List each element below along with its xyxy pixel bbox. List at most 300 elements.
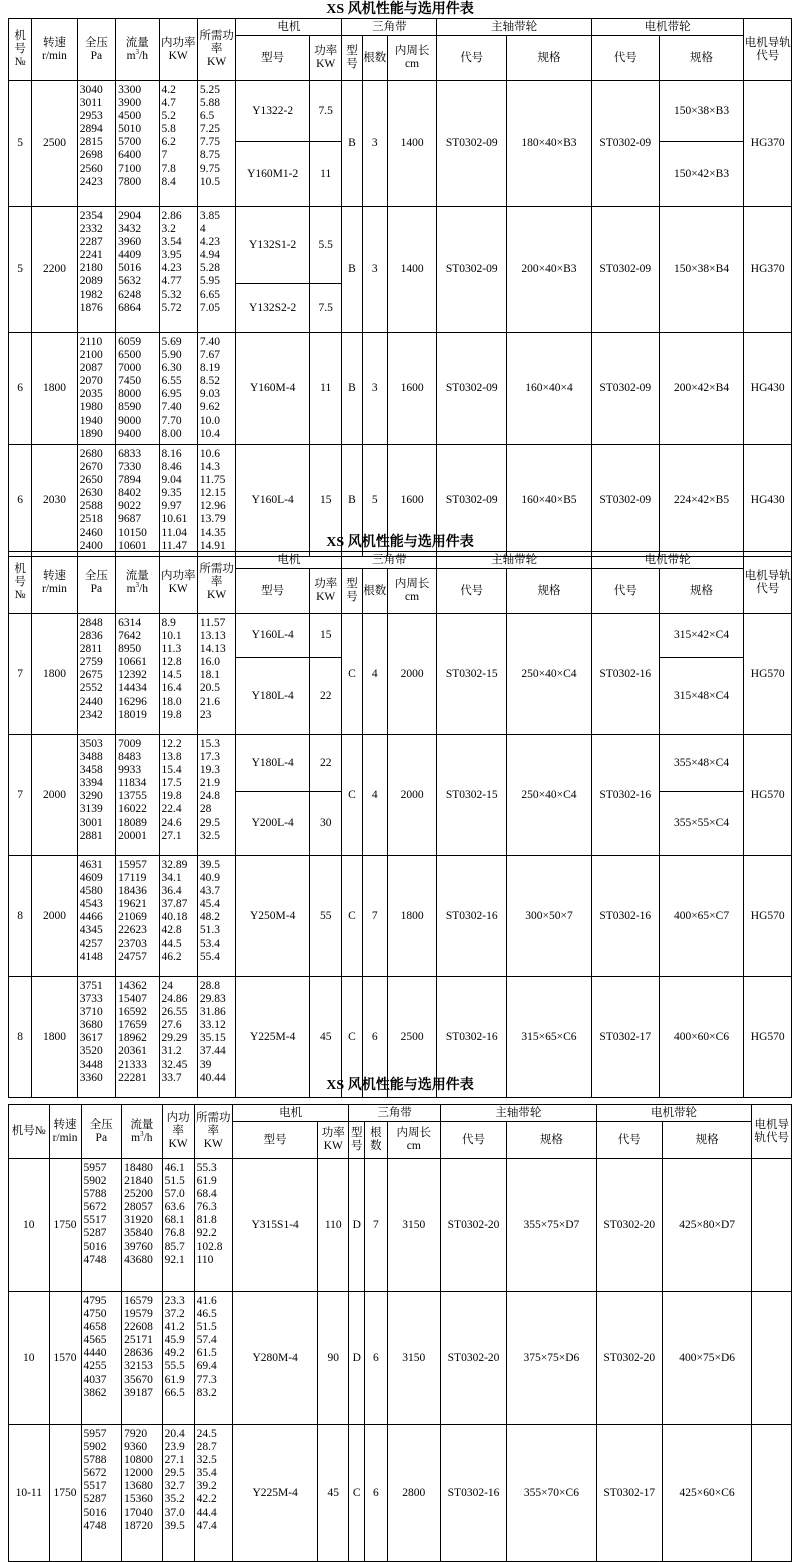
pressure-value: 2287 bbox=[79, 236, 103, 249]
group-vbelt-text: 三角带 bbox=[372, 20, 407, 33]
req-value: 9.62 bbox=[199, 401, 221, 414]
inner-value: 6.95 bbox=[161, 388, 182, 401]
flow-value: 14434 bbox=[118, 682, 147, 695]
flow-value: 20361 bbox=[118, 1045, 147, 1058]
req-value: 11.75 bbox=[199, 474, 226, 487]
col-rail bbox=[744, 552, 792, 614]
inner-value: 11.3 bbox=[161, 643, 182, 656]
pressure-value: 2588 bbox=[79, 500, 103, 513]
inner-values bbox=[159, 856, 197, 977]
rail-code: HG570 bbox=[744, 614, 792, 735]
req-value: 7.75 bbox=[199, 136, 221, 149]
col-rail-text: 电机导轨代号 bbox=[744, 36, 791, 62]
motor-power: 11 bbox=[310, 333, 342, 445]
pressure-value: 2815 bbox=[79, 136, 103, 149]
req-value: 32.5 bbox=[196, 1454, 217, 1467]
col-motor-power-text: KW bbox=[316, 591, 336, 603]
col-belt-length bbox=[387, 1122, 440, 1159]
flow-value: 8483 bbox=[118, 751, 142, 764]
inner-value: 27.1 bbox=[161, 829, 182, 842]
pressure-value: 1940 bbox=[79, 414, 103, 427]
machine-no: 7 bbox=[9, 735, 32, 856]
belt-count: 6 bbox=[365, 1425, 387, 1562]
pressure-value: 2342 bbox=[79, 708, 103, 721]
speed: 1570 bbox=[49, 1292, 81, 1425]
inner-value: 5.72 bbox=[161, 301, 182, 314]
pressure-value: 5287 bbox=[83, 1493, 107, 1506]
req-value: 32.5 bbox=[199, 829, 221, 842]
motor-pulley-spec: 355×48×C4 bbox=[659, 735, 744, 792]
col-machine-no bbox=[9, 1105, 50, 1159]
col-req-power-text: KW bbox=[207, 589, 227, 601]
table-row bbox=[9, 1292, 792, 1425]
belt-type: D bbox=[349, 1292, 365, 1425]
col-rail-text: 电机导轨代号 bbox=[744, 569, 791, 595]
motor-power: 22 bbox=[310, 658, 342, 735]
pressure-value: 2440 bbox=[79, 695, 103, 708]
col-machine-no-text: 机号№ bbox=[11, 1125, 46, 1137]
pressure-value: 2460 bbox=[79, 526, 103, 539]
main-pulley-spec: 180×40×B3 bbox=[507, 81, 592, 207]
flow-value: 17119 bbox=[118, 872, 147, 885]
table-title: XS 风机性能与选用件表 bbox=[326, 2, 474, 17]
inner-value: 27.1 bbox=[164, 1454, 185, 1467]
machine-no: 5 bbox=[9, 81, 32, 207]
col-motor-model-text: 型号 bbox=[261, 584, 285, 597]
group-vbelt-text: 三角带 bbox=[372, 553, 407, 566]
flow-value: 7920 bbox=[124, 1428, 148, 1440]
inner-value: 39.5 bbox=[164, 1519, 185, 1532]
req-value: 15.3 bbox=[199, 738, 221, 750]
col-req-power-text: 所需功率 bbox=[199, 563, 234, 588]
col-req-power-text: KW bbox=[203, 1138, 223, 1150]
req-value: 8.52 bbox=[199, 375, 221, 388]
inner-value: 18.0 bbox=[161, 695, 182, 708]
inner-value: 33.7 bbox=[161, 1071, 182, 1084]
inner-values bbox=[162, 1159, 194, 1292]
flow-value: 15360 bbox=[124, 1493, 153, 1506]
inner-value: 13.8 bbox=[161, 751, 182, 764]
motor-pulley-code: ST0302-17 bbox=[596, 1425, 662, 1562]
req-value: 110 bbox=[196, 1253, 214, 1266]
flow-value: 23703 bbox=[118, 937, 147, 950]
pressure-value: 4440 bbox=[83, 1347, 107, 1360]
col-speed bbox=[49, 1105, 81, 1159]
col-speed-text: r/min bbox=[52, 1131, 78, 1144]
flow-unit-tail: /h bbox=[139, 49, 148, 62]
col-pressure bbox=[77, 19, 115, 81]
flow-value: 7894 bbox=[118, 474, 142, 487]
col-belt-length bbox=[387, 36, 437, 81]
pressure-values bbox=[77, 207, 115, 333]
inner-value: 6.55 bbox=[161, 375, 182, 388]
flow-value: 7642 bbox=[118, 630, 142, 643]
main-pulley-spec: 250×40×C4 bbox=[507, 735, 592, 856]
pressure-value: 5788 bbox=[83, 1188, 107, 1201]
flow-value: 2904 bbox=[118, 210, 142, 222]
col-flow bbox=[122, 1105, 163, 1159]
inner-value: 55.5 bbox=[164, 1360, 185, 1373]
req-value: 24.5 bbox=[196, 1428, 217, 1440]
belt-type: B bbox=[342, 445, 362, 557]
motor-pulley-code: ST0302-16 bbox=[591, 614, 659, 735]
motor-pulley-code: ST0302-16 bbox=[591, 735, 659, 856]
main-pulley-code: ST0302-16 bbox=[437, 977, 507, 1098]
req-values bbox=[194, 1425, 232, 1562]
pressure-value: 1890 bbox=[79, 427, 103, 440]
col-machine-no bbox=[9, 19, 32, 81]
flow-value: 35840 bbox=[124, 1227, 153, 1240]
pressure-value: 2400 bbox=[79, 539, 103, 552]
req-value: 10.4 bbox=[199, 427, 221, 440]
motor-power: 5.5 bbox=[310, 207, 342, 284]
table-row bbox=[9, 81, 792, 142]
req-value: 14.35 bbox=[199, 526, 226, 539]
flow-value: 10661 bbox=[118, 656, 147, 669]
pressure-value: 2759 bbox=[79, 656, 103, 669]
req-value: 28 bbox=[199, 803, 212, 816]
col-pressure-text: 全压 bbox=[89, 1118, 113, 1131]
inner-value: 51.5 bbox=[164, 1175, 185, 1188]
req-value: 10.6 bbox=[199, 448, 221, 460]
header-row bbox=[9, 19, 792, 36]
inner-value: 8.16 bbox=[161, 448, 182, 460]
pressure-value: 2241 bbox=[79, 249, 103, 262]
main-pulley-code: ST0302-20 bbox=[440, 1159, 506, 1292]
flow-value: 21069 bbox=[118, 911, 147, 924]
col-motor-power-text: 功率 bbox=[321, 1127, 345, 1139]
belt-type: C bbox=[342, 614, 362, 735]
flow-value: 10150 bbox=[118, 526, 147, 539]
belt-type: B bbox=[342, 333, 362, 445]
req-value: 28.7 bbox=[196, 1441, 217, 1454]
motor-pulley-code: ST0302-09 bbox=[591, 207, 659, 333]
table-row bbox=[9, 333, 792, 445]
pressure-value: 3360 bbox=[79, 1071, 103, 1084]
flow-value: 15957 bbox=[118, 859, 147, 871]
speed: 2000 bbox=[32, 856, 77, 977]
pressure-value: 3710 bbox=[79, 1006, 103, 1019]
pressure-value: 2518 bbox=[79, 513, 103, 526]
inner-value: 12.8 bbox=[161, 656, 182, 669]
motor-power: 7.5 bbox=[310, 284, 342, 333]
req-value: 16.0 bbox=[199, 656, 221, 669]
main-pulley-spec: 375×75×D6 bbox=[507, 1292, 597, 1425]
col-pressure bbox=[77, 552, 115, 614]
inner-value: 34.1 bbox=[161, 872, 182, 885]
col-main-code-text: 代号 bbox=[460, 51, 484, 64]
inner-values bbox=[159, 81, 197, 207]
motor-pulley-code: ST0302-20 bbox=[596, 1159, 662, 1292]
req-values bbox=[197, 207, 235, 333]
pressure-value: 3001 bbox=[79, 816, 103, 829]
flow-value: 24757 bbox=[118, 950, 147, 963]
inner-value: 45.9 bbox=[164, 1334, 185, 1347]
belt-count: 3 bbox=[362, 333, 387, 445]
col-motor-power-text: 功率 bbox=[314, 578, 338, 590]
col-inner-power bbox=[162, 1105, 194, 1159]
motor-model: Y200L-4 bbox=[236, 792, 310, 856]
pressure-value: 2650 bbox=[79, 474, 103, 487]
col-motor-model bbox=[236, 36, 310, 81]
flow-value: 35670 bbox=[124, 1373, 153, 1386]
col-mp-spec bbox=[659, 569, 744, 614]
flow-value: 10601 bbox=[118, 539, 147, 552]
flow-value: 9000 bbox=[118, 414, 142, 427]
motor-pulley-code: ST0302-09 bbox=[591, 333, 659, 445]
col-main-spec bbox=[507, 569, 592, 614]
col-motor-model-text: 型号 bbox=[263, 1133, 287, 1146]
main-pulley-spec: 160×40×4 bbox=[507, 333, 592, 445]
pressure-value: 4631 bbox=[79, 859, 103, 871]
motor-pulley-spec: 150×38×B4 bbox=[659, 207, 744, 333]
group-motor-pulley-text: 电机带轮 bbox=[644, 20, 691, 33]
flow-value: 18019 bbox=[118, 708, 147, 721]
pressure-values bbox=[81, 1159, 122, 1292]
col-pressure-text: 全压 bbox=[84, 569, 108, 582]
pressure-value: 3503 bbox=[79, 738, 103, 750]
flow-values bbox=[116, 735, 159, 856]
col-req-power-text: 所需功率 bbox=[199, 30, 234, 55]
flow-value: 4500 bbox=[118, 110, 142, 123]
flow-unit-tail: /h bbox=[139, 582, 148, 595]
machine-no: 10 bbox=[9, 1159, 50, 1292]
req-values bbox=[197, 81, 235, 207]
inner-value: 17.5 bbox=[161, 777, 182, 790]
motor-model: Y132S1-2 bbox=[236, 207, 310, 284]
belt-count: 3 bbox=[362, 81, 387, 207]
pressure-values bbox=[77, 856, 115, 977]
flow-value: 39760 bbox=[124, 1240, 153, 1253]
col-inner-power-text: 内功率 bbox=[166, 1112, 190, 1137]
rail-code: HG570 bbox=[744, 977, 792, 1098]
req-value: 28.8 bbox=[199, 980, 221, 992]
col-machine-no bbox=[9, 552, 32, 614]
flow-value: 43680 bbox=[124, 1253, 153, 1266]
col-speed bbox=[32, 552, 77, 614]
inner-value: 37.0 bbox=[164, 1506, 185, 1519]
pressure-value: 3040 bbox=[79, 84, 103, 96]
pressure-value: 3139 bbox=[79, 803, 103, 816]
flow-value: 13755 bbox=[118, 790, 147, 803]
req-value: 10.0 bbox=[199, 414, 221, 427]
inner-value: 20.4 bbox=[164, 1428, 185, 1440]
req-value: 5.28 bbox=[199, 262, 221, 275]
inner-value: 4.7 bbox=[161, 97, 176, 110]
inner-value: 42.8 bbox=[161, 924, 182, 937]
inner-value: 16.4 bbox=[161, 682, 182, 695]
col-speed-text: 转速 bbox=[42, 36, 66, 49]
flow-value: 17040 bbox=[124, 1506, 153, 1519]
req-value: 13.13 bbox=[199, 630, 226, 643]
flow-value: 18480 bbox=[124, 1162, 153, 1174]
col-speed bbox=[32, 19, 77, 81]
pressure-value: 4748 bbox=[83, 1253, 107, 1266]
inner-value: 63.6 bbox=[164, 1201, 185, 1214]
req-value: 4.94 bbox=[199, 249, 221, 262]
pressure-value: 3733 bbox=[79, 993, 103, 1006]
machine-no: 6 bbox=[9, 445, 32, 557]
main-pulley-code: ST0302-09 bbox=[437, 333, 507, 445]
group-vbelt-text: 三角带 bbox=[377, 1106, 412, 1119]
req-value: 5.88 bbox=[199, 97, 221, 110]
inner-values bbox=[162, 1425, 194, 1562]
col-belt-length-text: 内周长 bbox=[394, 45, 430, 57]
group-main-pulley-text: 主轴带轮 bbox=[491, 20, 538, 33]
flow-value: 9687 bbox=[118, 513, 142, 526]
inner-value: 76.8 bbox=[164, 1227, 185, 1240]
req-value: 51.5 bbox=[196, 1321, 217, 1334]
flow-value: 5700 bbox=[118, 136, 142, 149]
inner-value: 68.1 bbox=[164, 1214, 185, 1227]
pressure-value: 2354 bbox=[79, 210, 103, 222]
req-value: 19.3 bbox=[199, 764, 221, 777]
main-pulley-code: ST0302-16 bbox=[440, 1425, 506, 1562]
pressure-value: 5957 bbox=[83, 1162, 107, 1174]
pressure-value: 5016 bbox=[83, 1506, 107, 1519]
group-vbelt bbox=[342, 552, 437, 569]
col-inner-power-text: KW bbox=[168, 1138, 188, 1150]
belt-type: C bbox=[349, 1425, 365, 1562]
speed: 1800 bbox=[32, 333, 77, 445]
flow-value: 5016 bbox=[118, 262, 142, 275]
req-value: 8.19 bbox=[199, 362, 221, 375]
col-machine-no-text: 机号№ bbox=[14, 30, 26, 68]
belt-type: C bbox=[342, 856, 362, 977]
pressure-value: 5788 bbox=[83, 1454, 107, 1467]
flow-value: 10800 bbox=[124, 1454, 153, 1467]
inner-value: 23.9 bbox=[164, 1441, 185, 1454]
flow-value: 8950 bbox=[118, 643, 142, 656]
flow-value: 11834 bbox=[118, 777, 147, 790]
inner-value: 22.4 bbox=[161, 803, 182, 816]
col-motor-model-text: 型号 bbox=[261, 51, 285, 64]
table-row bbox=[9, 1159, 792, 1292]
group-motor bbox=[236, 19, 342, 36]
req-values bbox=[194, 1292, 232, 1425]
pressure-value: 5672 bbox=[83, 1467, 107, 1480]
main-pulley-code: ST0302-16 bbox=[437, 856, 507, 977]
flow-value: 16579 bbox=[124, 1295, 153, 1307]
col-mp-spec bbox=[659, 36, 744, 81]
inner-value: 49.2 bbox=[164, 1347, 185, 1360]
inner-value: 11.04 bbox=[161, 526, 187, 539]
req-value: 83.2 bbox=[196, 1386, 217, 1399]
req-value: 47.4 bbox=[196, 1519, 217, 1532]
inner-value: 9.35 bbox=[161, 487, 182, 500]
col-mp-spec bbox=[662, 1122, 752, 1159]
inner-value: 5.69 bbox=[161, 336, 182, 348]
group-motor bbox=[232, 1105, 348, 1122]
pressure-value: 2423 bbox=[79, 175, 103, 188]
pressure-value: 3680 bbox=[79, 1019, 103, 1032]
pressure-value: 4037 bbox=[83, 1373, 107, 1386]
flow-value: 31920 bbox=[124, 1214, 153, 1227]
req-value: 7.67 bbox=[199, 349, 221, 362]
pressure-value: 2811 bbox=[79, 643, 103, 656]
main-pulley-spec: 315×65×C6 bbox=[507, 977, 592, 1098]
flow-value: 19621 bbox=[118, 898, 147, 911]
speed: 1750 bbox=[49, 1425, 81, 1562]
motor-power: 15 bbox=[310, 445, 342, 557]
motor-model: Y180L-4 bbox=[236, 735, 310, 792]
group-motor-pulley bbox=[596, 1105, 752, 1122]
group-motor bbox=[236, 552, 342, 569]
req-value: 20.5 bbox=[199, 682, 221, 695]
req-value: 61.5 bbox=[196, 1347, 217, 1360]
inner-value: 31.2 bbox=[161, 1045, 182, 1058]
pressure-value: 4543 bbox=[79, 898, 103, 911]
inner-value: 9.04 bbox=[161, 474, 182, 487]
pressure-value: 4748 bbox=[83, 1519, 107, 1532]
req-value: 39.5 bbox=[199, 859, 221, 871]
req-value: 33.12 bbox=[199, 1019, 226, 1032]
group-main-pulley-text: 主轴带轮 bbox=[491, 553, 538, 566]
col-req-power bbox=[194, 1105, 232, 1159]
col-mp-code-text: 代号 bbox=[613, 584, 637, 597]
motor-model: Y315S1-4 bbox=[232, 1159, 317, 1292]
inner-value: 4.23 bbox=[161, 262, 182, 275]
flow-value: 32153 bbox=[124, 1360, 153, 1373]
flow-value: 9933 bbox=[118, 764, 142, 777]
inner-value: 36.4 bbox=[161, 885, 182, 898]
pressure-value: 2836 bbox=[79, 630, 103, 643]
inner-value: 57.0 bbox=[164, 1188, 185, 1201]
group-main-pulley bbox=[437, 552, 592, 569]
req-value: 55.3 bbox=[196, 1162, 217, 1174]
pressure-value: 2035 bbox=[79, 388, 103, 401]
main-pulley-spec: 160×40×B5 bbox=[507, 445, 592, 557]
machine-no: 7 bbox=[9, 614, 32, 735]
motor-model: Y160L-4 bbox=[236, 445, 310, 557]
inner-value: 66.5 bbox=[164, 1386, 185, 1399]
group-motor-pulley bbox=[591, 552, 744, 569]
col-belt-type-text: 型号 bbox=[346, 578, 358, 603]
req-value: 7.05 bbox=[199, 301, 221, 314]
flow-value: 5010 bbox=[118, 123, 142, 136]
flow-value: 16022 bbox=[118, 803, 147, 816]
speed: 2030 bbox=[32, 445, 77, 557]
speed: 1800 bbox=[32, 977, 77, 1098]
machine-no: 8 bbox=[9, 977, 32, 1098]
motor-model: Y160M-4 bbox=[236, 333, 310, 445]
flow-value: 22623 bbox=[118, 924, 147, 937]
main-pulley-spec: 200×40×B3 bbox=[507, 207, 592, 333]
col-mp-spec-text: 规格 bbox=[695, 1133, 719, 1146]
req-value: 12.96 bbox=[199, 500, 226, 513]
flow-value: 21333 bbox=[118, 1058, 147, 1071]
motor-model: Y225M-4 bbox=[232, 1425, 317, 1562]
req-value: 5.95 bbox=[199, 275, 221, 288]
motor-pulley-spec: 400×65×C7 bbox=[659, 856, 744, 977]
flow-value: 18962 bbox=[118, 1032, 147, 1045]
belt-count: 3 bbox=[362, 207, 387, 333]
col-motor-power-text: 功率 bbox=[314, 45, 338, 57]
col-inner-power-text: 内功率 bbox=[160, 36, 196, 49]
col-main-spec bbox=[507, 36, 592, 81]
col-main-spec-text: 规格 bbox=[537, 51, 561, 64]
belt-count: 4 bbox=[362, 614, 387, 735]
main-pulley-spec: 250×40×C4 bbox=[507, 614, 592, 735]
rail-code: HG370 bbox=[744, 81, 792, 207]
flow-values bbox=[116, 207, 159, 333]
req-value: 35.4 bbox=[196, 1467, 217, 1480]
pressure-value: 4255 bbox=[83, 1360, 107, 1373]
pressure-values bbox=[77, 81, 115, 207]
req-value: 42.2 bbox=[196, 1493, 217, 1506]
main-pulley-spec: 300×50×7 bbox=[507, 856, 592, 977]
col-belt-count bbox=[362, 569, 387, 614]
